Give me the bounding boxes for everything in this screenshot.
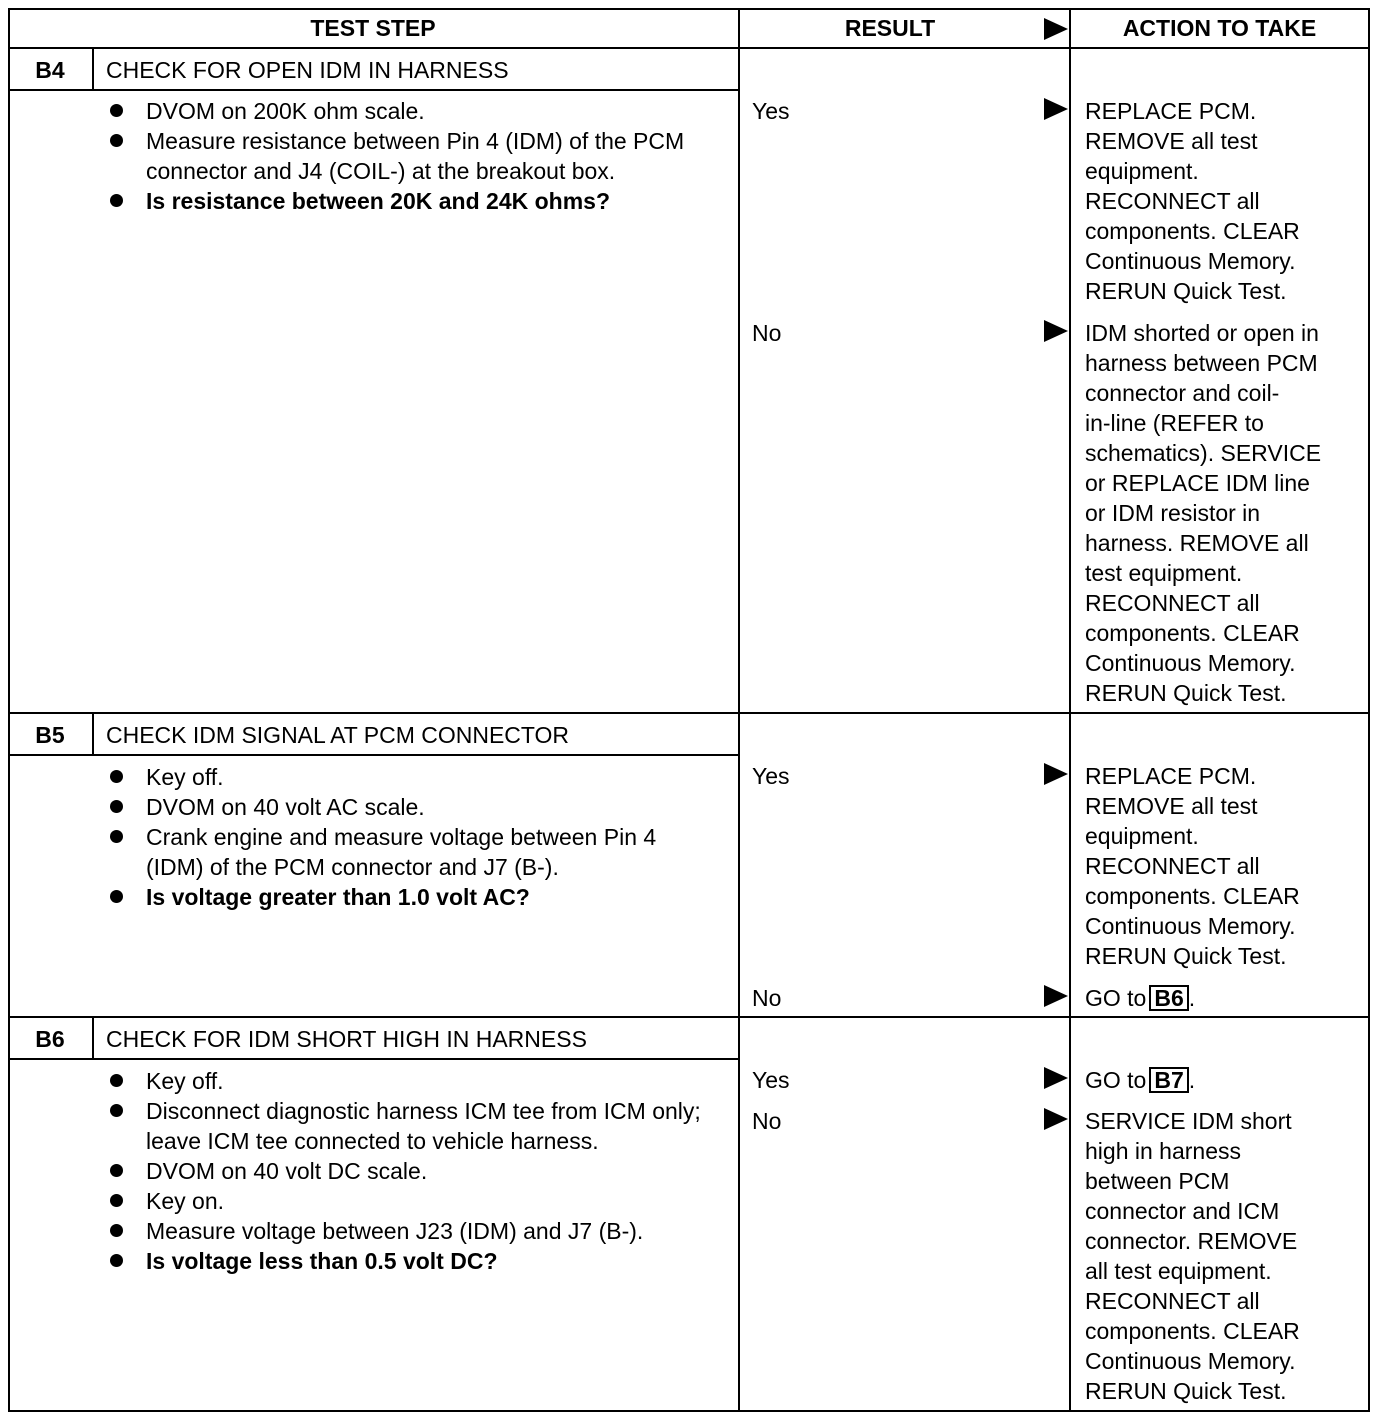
- b4-yes-arrow-icon: [1044, 98, 1068, 120]
- b4-result-yes: Yes: [752, 98, 790, 124]
- b4-result-no: No: [752, 320, 782, 346]
- list-item: Measure resistance between Pin 4 (IDM) of the PCM connector and J4 (COIL-) at the breakout box.: [100, 126, 686, 186]
- list-item: Key off.: [100, 762, 740, 792]
- b6-no-arrow-icon: [1044, 1108, 1068, 1130]
- b6-id-divider: [92, 1016, 94, 1059]
- b5-id-divider: [92, 712, 94, 755]
- b6-action-yes: GO to B7 .: [1085, 1067, 1196, 1093]
- bullet-icon: [110, 890, 123, 903]
- list-item: Measure voltage between J23 (IDM) and J7 (B-).: [100, 1216, 686, 1246]
- question-item: Is voltage greater than 1.0 volt AC?: [100, 882, 740, 912]
- bullet-icon: [110, 134, 123, 147]
- bullet-icon: [110, 830, 123, 843]
- table-left-border: [8, 8, 10, 1412]
- b4-bullets: [100, 96, 740, 216]
- b4-action-yes: REPLACE PCM. REMOVE all test equipment. RECONNECT all components. CLEAR Continuous Memory. RERUN Quick Test.: [1085, 98, 1300, 304]
- bullet-icon: [110, 1254, 123, 1267]
- bullet-icon: [110, 194, 123, 207]
- list-item: Key off.: [100, 1066, 740, 1096]
- b6-action-no: SERVICE IDM short high in harness between PCM connector and ICM connector. REMOVE all test equipment. RECONNECT all components. CLEAR Continuous Memory. RERUN Quick Test.: [1085, 1108, 1300, 1404]
- header-bottom-border: [8, 47, 1370, 49]
- b5-bullets: [100, 762, 740, 912]
- header-result: RESULT: [844, 15, 936, 41]
- list-item: DVOM on 200K ohm scale.: [100, 96, 740, 126]
- bullet-icon: [110, 104, 123, 117]
- step-title-b5: CHECK IDM SIGNAL AT PCM CONNECTOR: [106, 722, 570, 748]
- b6-bullets: [100, 1066, 740, 1276]
- bullet-icon: [110, 1074, 123, 1087]
- b5-result-yes: Yes: [752, 763, 790, 789]
- b4-id-divider: [92, 47, 94, 90]
- bullet-icon: [110, 1224, 123, 1237]
- step-id-b6: B6: [35, 1026, 65, 1052]
- list-item: Key on.: [100, 1186, 740, 1216]
- b5-no-arrow-icon: [1044, 985, 1068, 1007]
- bullet-icon: [110, 1194, 123, 1207]
- b6-result-no: No: [752, 1108, 782, 1134]
- step-title-b4: CHECK FOR OPEN IDM IN HARNESS: [106, 57, 509, 83]
- b5-result-no: No: [752, 985, 782, 1011]
- step-title-b6: CHECK FOR IDM SHORT HIGH IN HARNESS: [106, 1026, 587, 1052]
- table-top-border: [8, 8, 1370, 10]
- step-b6-top-border: [8, 1016, 1370, 1018]
- header-action: ACTION TO TAKE: [1122, 15, 1317, 41]
- b6-yes-arrow-icon: [1044, 1067, 1068, 1089]
- b6-result-yes: Yes: [752, 1067, 790, 1093]
- header-test-step: TEST STEP: [310, 15, 436, 41]
- action-column-divider: [1069, 8, 1071, 1412]
- step-b5-top-border: [8, 712, 1370, 714]
- bullet-icon: [110, 1104, 123, 1117]
- header-arrow-icon: [1044, 18, 1068, 40]
- step-ref-b6[interactable]: B6: [1149, 985, 1188, 1011]
- list-item: DVOM on 40 volt AC scale.: [100, 792, 740, 822]
- list-item: Crank engine and measure voltage between Pin 4 (IDM) of the PCM connector and J7 (B-).: [100, 822, 706, 882]
- table-bottom-border: [8, 1410, 1370, 1412]
- question-item: Is resistance between 20K and 24K ohms?: [100, 186, 740, 216]
- step-id-b4: B4: [35, 57, 65, 83]
- b5-action-yes: REPLACE PCM. REMOVE all test equipment. RECONNECT all components. CLEAR Continuous Memory. RERUN Quick Test.: [1085, 763, 1300, 969]
- question-item: Is voltage less than 0.5 volt DC?: [100, 1246, 740, 1276]
- b4-no-arrow-icon: [1044, 320, 1068, 342]
- bullet-icon: [110, 770, 123, 783]
- bullet-icon: [110, 800, 123, 813]
- bullet-icon: [110, 1164, 123, 1177]
- b6-title-bottom: [8, 1058, 738, 1060]
- step-ref-b7[interactable]: B7: [1149, 1067, 1188, 1093]
- b4-action-no: IDM shorted or open in harness between PCM connector and coil- in-line (REFER to schematics). SERVICE or REPLACE IDM line or IDM resistor in harness. REMOVE all test equipment. RECONNECT all components. CLEAR Continuous Memory. RERUN Quick Test.: [1085, 320, 1322, 706]
- b5-action-no: GO to B6 .: [1085, 985, 1196, 1011]
- list-item: DVOM on 40 volt DC scale.: [100, 1156, 740, 1186]
- b5-title-bottom: [8, 754, 738, 756]
- b4-title-bottom: [8, 89, 738, 91]
- list-item: Disconnect diagnostic harness ICM tee from ICM only; leave ICM tee connected to vehicle harness.: [100, 1096, 706, 1156]
- b5-yes-arrow-icon: [1044, 763, 1068, 785]
- step-id-b5: B5: [35, 722, 65, 748]
